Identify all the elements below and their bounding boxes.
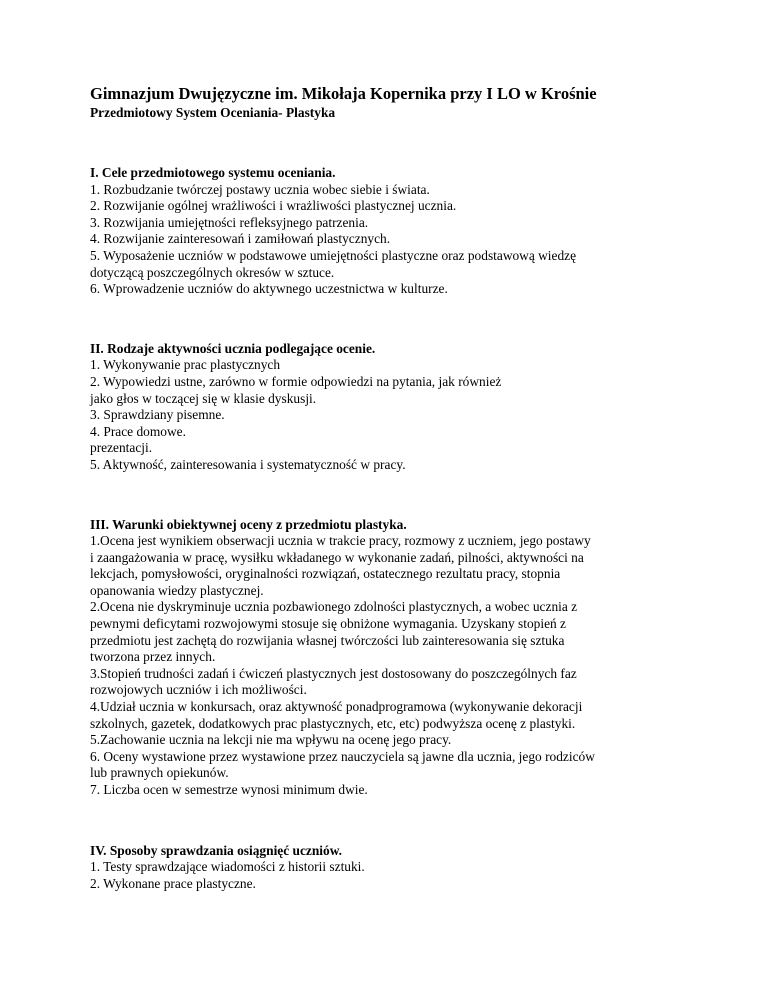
section-line: 2.Ocena nie dyskryminuje ucznia pozbawionego zdolności plastycznych, a wobec ucznia z <box>90 599 578 615</box>
section-line: 4. Prace domowe. <box>90 423 186 439</box>
section-line: 3. Rozwijania umiejętności refleksyjnego patrzenia. <box>90 214 369 230</box>
section-line: 5. Aktywność, zainteresowania i systematyczność w pracy. <box>90 456 406 472</box>
document-subtitle: Przedmiotowy System Oceniania- Plastyka <box>90 105 336 120</box>
section-line: 2. Wykonane prace plastyczne. <box>90 875 256 891</box>
section-conditions <box>90 517 690 799</box>
section-line: tworzona przez innych. <box>90 649 216 665</box>
section-activities <box>90 341 690 474</box>
section-line: 1. Testy sprawdzające wiadomości z historii sztuki. <box>90 859 365 875</box>
section-line: lub prawnych opiekunów. <box>90 765 229 781</box>
section-heading: I. Cele przedmiotowego systemu oceniania. <box>90 165 336 180</box>
section-line: prezentacji. <box>90 440 153 456</box>
section-heading: III. Warunki obiektywnej oceny z przedmiotu plastyka. <box>90 516 407 532</box>
section-line: 5. Wyposażenie uczniów w podstawowe umiejętności plastyczne oraz podstawową wiedzę <box>90 247 577 263</box>
section-line: 1. Rozbudzanie twórczej postawy ucznia wobec siebie i świata. <box>90 181 430 197</box>
section-line: jako głos w toczącej się w klasie dyskusji. <box>90 390 317 406</box>
section-line: pewnymi deficytami rozwojowymi stosuje się obniżone wymagania. Uzyskany stopień z <box>90 616 567 632</box>
section-line: opanowania wiedzy plastycznej. <box>90 582 264 598</box>
section-line: 7. Liczba ocen w semestrze wynosi minimum dwie. <box>90 782 368 797</box>
section-line: 6. Wprowadzenie uczniów do aktywnego uczestnictwa w kulturze. <box>90 281 448 297</box>
section-line: lekcjach, pomysłowości, oryginalności rozwiązań, ostatecznego rezultatu pracy, stopnia <box>90 566 561 582</box>
section-heading: IV. Sposoby sprawdzania osiągnięć uczniów. <box>90 842 342 858</box>
section-line: 4. Rozwijanie zainteresowań i zamiłowań plastycznych. <box>90 231 391 247</box>
document-title: Gimnazjum Dwujęzyczne im. Mikołaja Kopernika przy I LO w Krośnie <box>90 84 597 103</box>
section-line: 4.Udział ucznia w konkursach, oraz aktywność ponadprogramowa (wykonywanie dekoracji <box>90 699 583 715</box>
section-line: dotyczącą poszczególnych okresów w sztuce. <box>90 264 335 280</box>
section-line: 1.Ocena jest wynikiem obserwacji ucznia w trakcie pracy, rozmowy z uczniem, jego postawy <box>90 533 591 549</box>
section-assessment-methods <box>90 843 690 893</box>
section-line: 3.Stopień trudności zadań i ćwiczeń plastycznych jest dostosowany do poszczególnych faz <box>90 665 577 681</box>
section-goals <box>90 165 690 298</box>
section-line: 5.Zachowanie ucznia na lekcji nie ma wpływu na ocenę jego pracy. <box>90 732 452 748</box>
section-line: 6. Oceny wystawione przez wystawione przez nauczyciela są jawne dla ucznia, jego rodziców <box>90 748 595 764</box>
document-page <box>90 84 690 892</box>
section-line: przedmiotu jest zachętą do rozwijania własnej twórczości lub zainteresowania się sztuka <box>90 632 565 648</box>
section-line: i zaangażowania w pracę, wysiłku wkładanego w wykonanie zadań, pilności, aktywności na <box>90 549 584 565</box>
section-line: 1. Wykonywanie prac plastycznych <box>90 357 281 373</box>
section-line: rozwojowych uczniów i ich możliwości. <box>90 682 307 698</box>
section-line: szkolnych, gazetek, dodatkowych prac plastycznych, etc, etc) podwyższa ocenę z plastyki. <box>90 715 576 731</box>
section-line: 3. Sprawdziany pisemne. <box>90 407 225 423</box>
section-line: 2. Rozwijanie ogólnej wrażliwości i wrażliwości plastycznej ucznia. <box>90 198 457 214</box>
section-heading: II. Rodzaje aktywności ucznia podlegające ocenie. <box>90 340 376 356</box>
section-line: 2. Wypowiedzi ustne, zarówno w formie odpowiedzi na pytania, jak również <box>90 373 502 389</box>
